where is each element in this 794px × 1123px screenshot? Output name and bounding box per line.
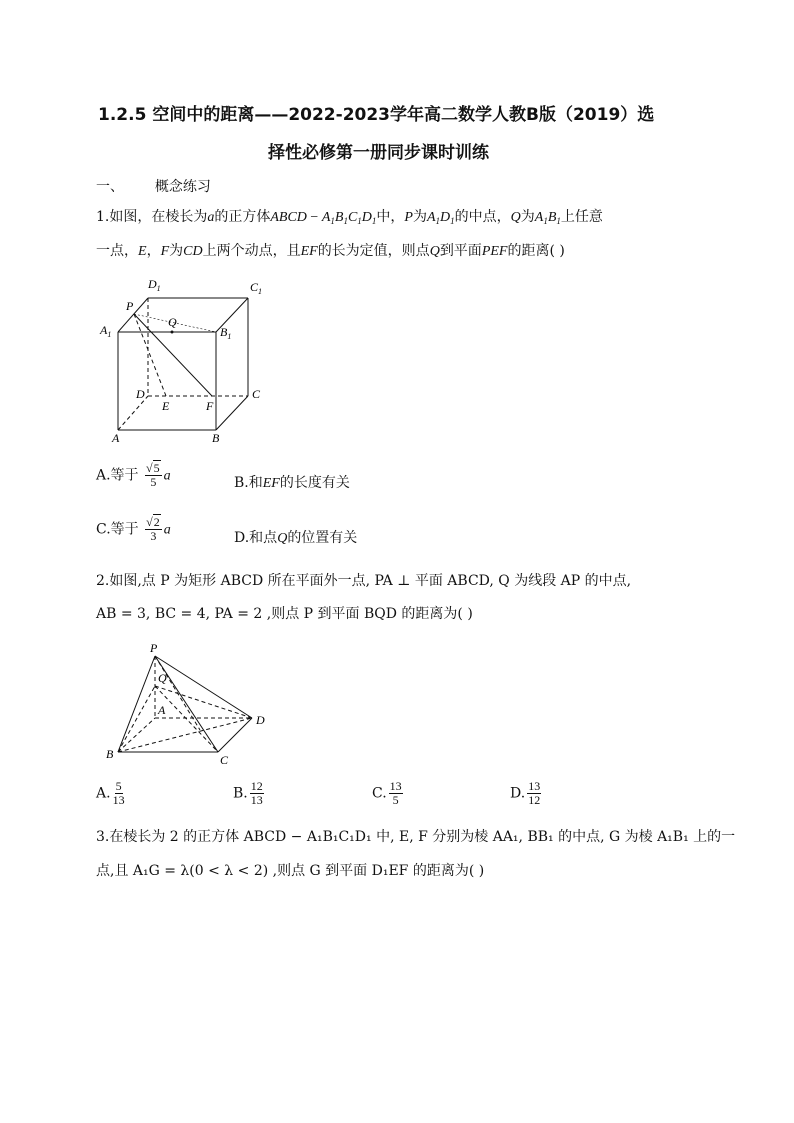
q1-option-b[interactable]: B.和EF的长度有关 [234, 475, 350, 491]
q2-option-d[interactable]: D. $\frac{13}{12}$ [510, 779, 541, 807]
section-header [96, 176, 211, 196]
edge-CD [218, 718, 252, 752]
edge-PD [155, 656, 252, 718]
label-A: A [112, 431, 120, 445]
label-D: D [136, 387, 145, 401]
label-B: B [212, 431, 220, 445]
q2-option-c[interactable]: C. $\frac{13}{5}$ [372, 779, 402, 807]
label-D: D [256, 713, 265, 727]
label-C1: $C_1$ [250, 280, 263, 296]
point-Q [171, 331, 174, 334]
doc-title-line2: 择性必修第一册同步课时训练 [268, 143, 489, 163]
q2-option-b[interactable]: B. $\frac{12}{13}$ [233, 779, 263, 807]
q1-cube-figure [90, 272, 280, 452]
label-P: P [126, 299, 134, 313]
edge-AD [118, 396, 148, 430]
label-C: C [252, 387, 261, 401]
segment-BQ [118, 686, 155, 752]
label-A1: $A_1$ [100, 323, 112, 339]
label-P: P [150, 641, 158, 655]
segment-QD [155, 686, 252, 718]
label-D1: $D_1$ [148, 277, 161, 293]
q2-line1: 2.如图,点 P 为矩形 ABCD 所在平面外一点, PA ⊥ 平面 ABCD, Q 为线段 AP 的中点, [96, 573, 632, 589]
section-number: 一、 [96, 179, 124, 195]
q2-pyramid-figure [100, 640, 290, 770]
segment-QC [155, 686, 218, 752]
segment-PE [134, 314, 166, 396]
edge-BC [216, 396, 248, 430]
label-Q: Q [158, 671, 167, 685]
q1-option-c[interactable]: C.等于 $\frac{√2}{3}$ a [96, 515, 171, 543]
label-C: C [220, 753, 229, 767]
section-label: 概念练习 [154, 179, 211, 195]
edge-BA [118, 718, 155, 752]
q3-line1: 3.在棱长为 2 的正方体 ABCD − A₁B₁C₁D₁ 中, E, F 分别为棱 AA₁, BB₁ 的中点, G 为棱 A₁B₁ 上的一 [96, 829, 736, 845]
label-B1: $B_1$ [220, 325, 232, 341]
edge-PB [118, 656, 155, 752]
segment-BD [118, 718, 252, 752]
label-A: A [158, 703, 166, 717]
q1-line2: 一点，E，F为CD上两个动点，且EF的长为定值，则点Q到平面PEF的距离( ) [96, 243, 565, 259]
doc-title-line1: 1.2.5 空间中的距离——2022-2023学年高二数学人教B版（2019）选 [98, 105, 655, 125]
label-Q: Q [168, 315, 177, 329]
label-B: B [106, 747, 114, 761]
q1-option-d[interactable]: D.和点Q的位置有关 [234, 530, 358, 546]
q3-line2: 点,且 A₁G = λ(0 < λ < 2) ,则点 G 到平面 D₁EF 的距离为( ) [96, 863, 485, 879]
q2-line2: AB = 3, BC = 4, PA = 2 ,则点 P 到平面 BQD 的距离为( ) [96, 606, 473, 622]
q1-option-a[interactable]: A.等于 $\frac{√5}{5}$ a [96, 461, 171, 489]
label-E: E [162, 399, 170, 413]
label-F: F [206, 399, 214, 413]
q2-option-a[interactable]: A. $\frac{5}{13}$ [96, 779, 125, 807]
q1-line1: 1.如图，在棱长为a的正方体ABCD − $A_1B_1C_1D_1$中，P为$A_1D_1$的中点，Q为$A_1B_1$上任意 [96, 209, 603, 226]
